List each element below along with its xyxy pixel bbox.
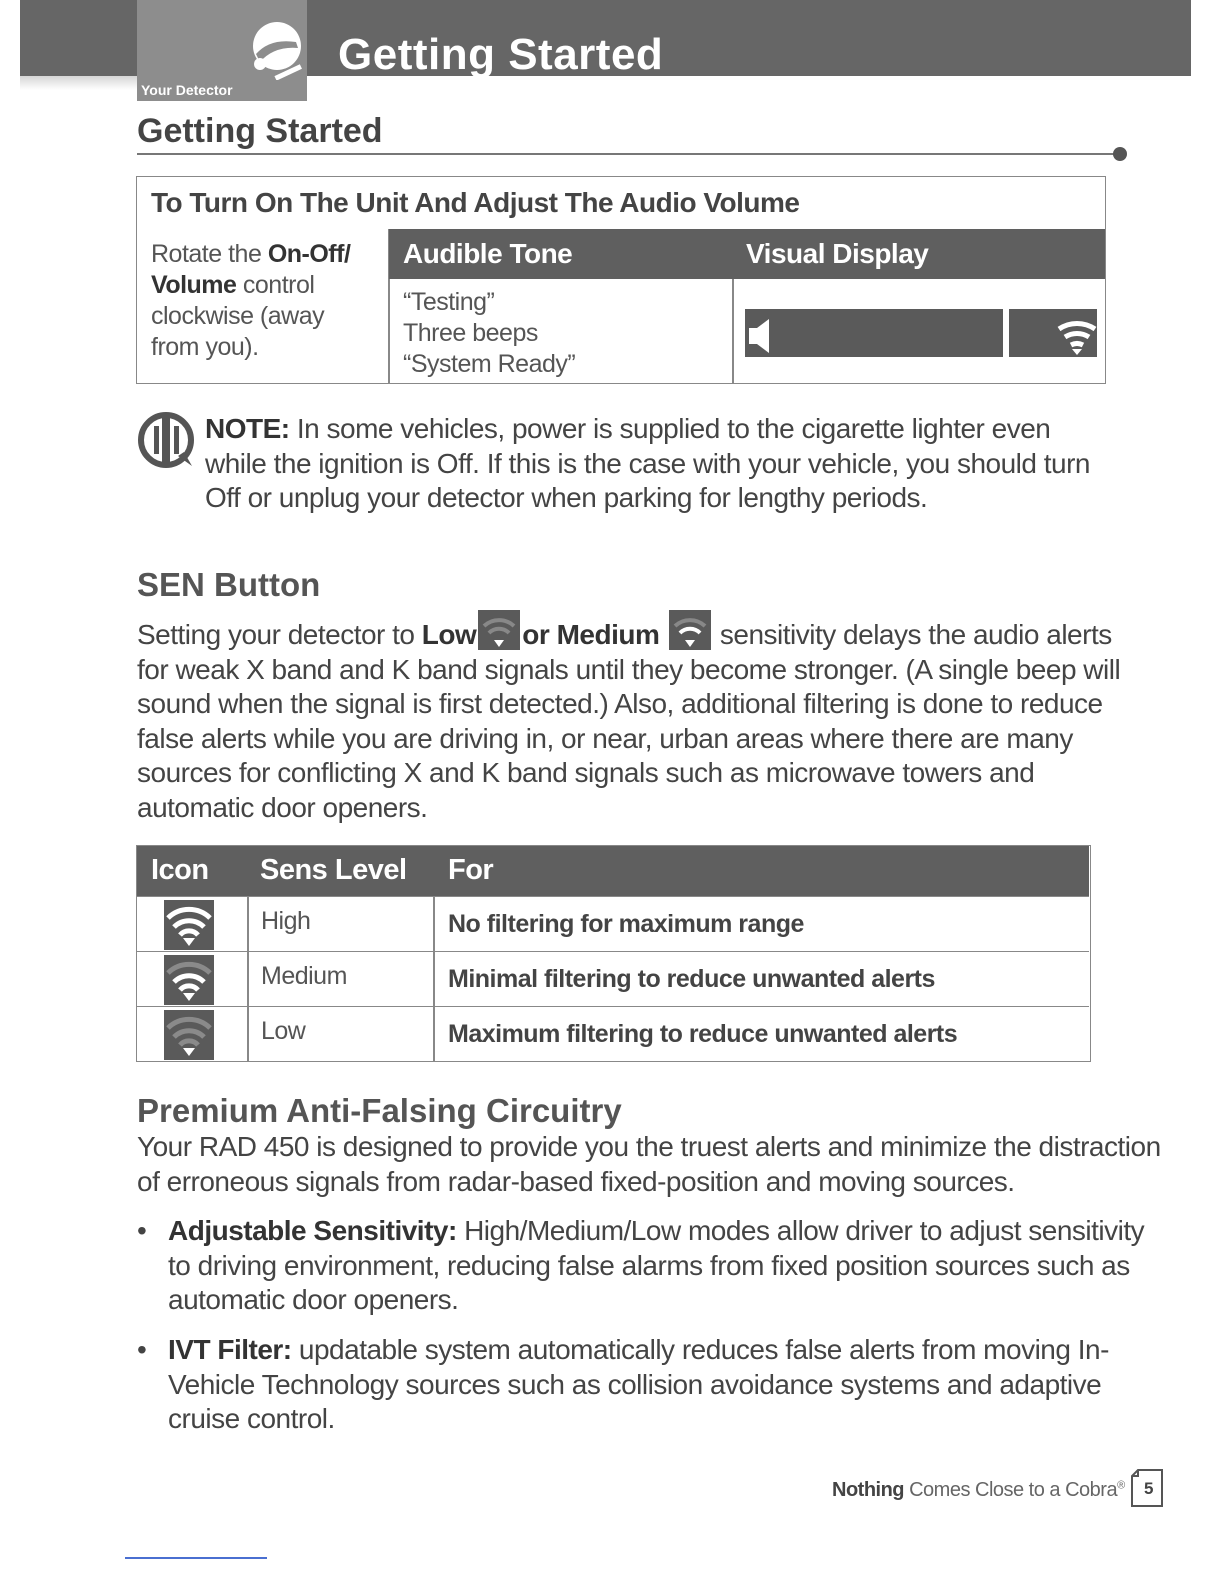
page-number: 5 (1144, 1479, 1154, 1498)
bullet-dot: • (137, 1215, 147, 1246)
col-icon: Icon (151, 854, 209, 886)
turn-on-heading: To Turn On The Unit And Adjust The Audio Volume (151, 187, 800, 218)
footer-tagline (832, 1479, 1125, 1502)
tone-line: “System Ready” (403, 350, 576, 378)
section-tab-label: Your Detector (141, 82, 233, 98)
sens-level: High (261, 907, 311, 935)
signal-high-icon (164, 900, 214, 950)
premium-body: Your RAD 450 is designed to provide you the truest alerts and minimize the distraction of erroneous signals from radar-based fixed-position and moving sources. (137, 1131, 1161, 1197)
table-divider (433, 952, 435, 1007)
sen-title: SEN Button (137, 566, 321, 603)
note-body: In some vehicles, power is supplied to the cigarette lighter even while the ignition is Off. If this is the case with your vehicle, you should turn Off or unplug your detector when parking for lengthy periods. (205, 413, 1091, 513)
instruction-text-end: control clockwise (away from you). (151, 271, 325, 361)
turn-on-table (136, 176, 1106, 384)
table-divider (247, 897, 249, 952)
section-rule (137, 153, 1120, 155)
display-segment (1009, 309, 1097, 357)
premium-title: Premium Anti-Falsing Circuitry (137, 1092, 622, 1129)
note-text (205, 412, 1105, 516)
sen-text: Setting your detector to (137, 619, 422, 650)
header-title: Getting Started (338, 30, 664, 79)
header-shadow (20, 76, 137, 90)
signal-high-icon (1009, 309, 1097, 357)
bullet-label: Adjustable Sensitivity: (168, 1215, 457, 1246)
signal-low-icon (164, 1010, 214, 1060)
instruction-bold-onoff: On-Off/ (267, 240, 351, 268)
audible-tones (403, 287, 575, 380)
visual-display (745, 309, 1097, 357)
bullet-body: High/Medium/Low modes allow driver to adjust sensitivity to driving environment, reducing false alarms from fixed position sources such as automatic door openers. (168, 1215, 1145, 1315)
col-sens-level: Sens Level (260, 854, 407, 886)
signal-medium-icon (164, 955, 214, 1005)
sen-body (137, 610, 1137, 826)
footer-bold: Nothing (832, 1479, 905, 1501)
sens-level: Low (261, 1017, 306, 1045)
sens-for: No filtering for maximum range (448, 910, 804, 938)
col-for: For (448, 854, 494, 886)
section-rule-dot (1113, 147, 1127, 161)
note-label: NOTE: (205, 413, 290, 444)
speaker-icon (745, 309, 785, 357)
signal-low-icon (478, 610, 520, 650)
sens-for: Maximum filtering to reduce unwanted alerts (448, 1020, 958, 1048)
footer-registered: ® (1117, 1479, 1125, 1492)
bottom-line (125, 1557, 267, 1559)
note-icon (138, 412, 198, 470)
table-divider (247, 952, 249, 1007)
sen-text-end: sensitivity delays the audio alerts for weak X band and K band signals until they become stronger. (A single beep will sound when the signal is first detected.) Also, additional filtering is done to reduce false alerts while you are driving in, or near, urban areas where there are many sources for conflicting X and K band signals such as microwave towers and automatic door openers. (137, 619, 1121, 823)
sen-medium: Medium (556, 619, 660, 650)
instruction-bold-volume: Volume (151, 271, 237, 299)
sens-for: Minimal filtering to reduce unwanted alerts (448, 965, 935, 993)
table-divider (433, 897, 435, 952)
signal-medium-icon (669, 610, 711, 650)
sens-level: Medium (261, 962, 347, 990)
turn-on-header-row (389, 229, 1105, 279)
table-divider (433, 1007, 435, 1062)
section-title: Getting Started (137, 112, 383, 150)
table-row (137, 896, 1089, 952)
sen-low: Low (421, 619, 477, 650)
footer-rest: Comes Close to a Cobra (904, 1479, 1118, 1501)
turn-on-instruction (151, 239, 371, 363)
bullet-text (168, 1214, 1153, 1318)
bullet-text (168, 1333, 1153, 1437)
bullet-body: updatable system automatically reduces false alerts from moving In-Vehicle Technology sources such as collision avoidance systems and adaptive cruise control. (168, 1334, 1109, 1434)
tone-line: “Testing” (403, 288, 495, 316)
detector-icon (240, 18, 310, 80)
sen-or: or (522, 619, 557, 650)
sensitivity-table (136, 845, 1091, 1062)
col-audible-tone: Audible Tone (403, 238, 573, 269)
table-row (137, 951, 1089, 1007)
table-row (137, 1006, 1089, 1062)
bullet-dot: • (137, 1334, 147, 1365)
col-visual-display: Visual Display (746, 238, 929, 269)
table-divider (247, 1007, 249, 1062)
instruction-text: Rotate the (151, 240, 268, 268)
tone-line: Three beeps (403, 319, 538, 347)
sens-header-row (137, 846, 1089, 896)
display-segment (745, 309, 1003, 357)
bullet-label: IVT Filter: (168, 1334, 292, 1365)
